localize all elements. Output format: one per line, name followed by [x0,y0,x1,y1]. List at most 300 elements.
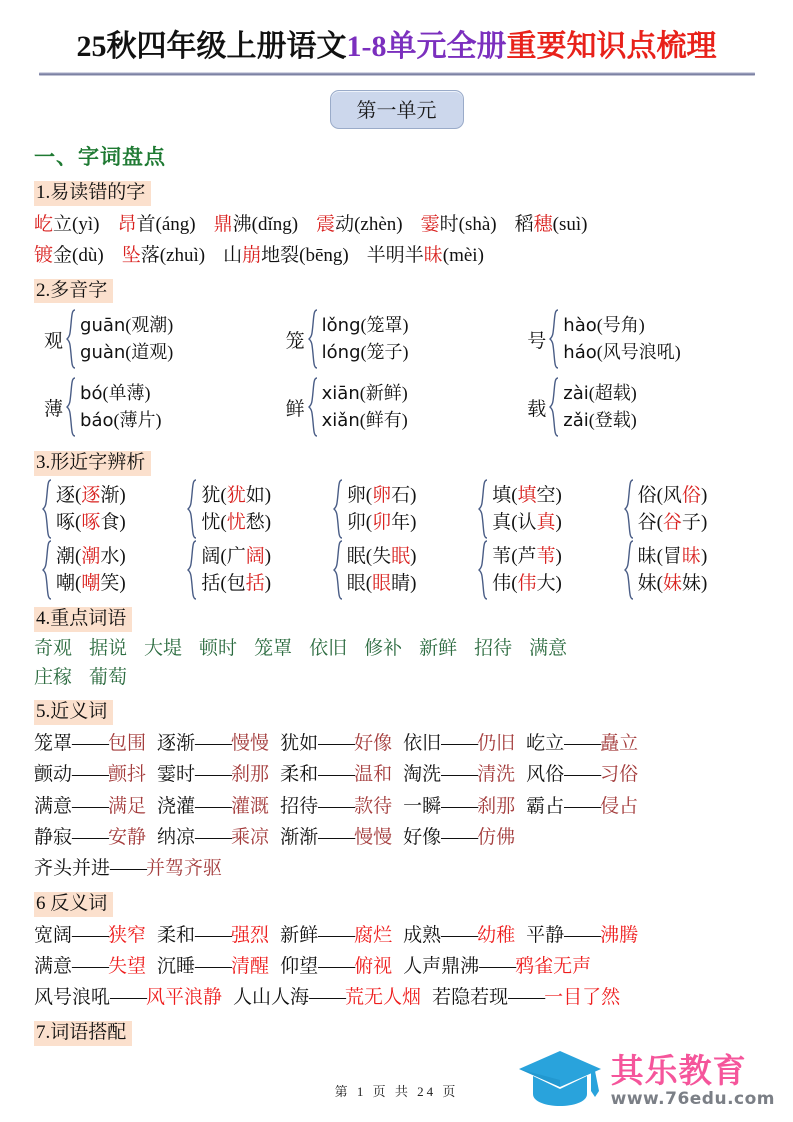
xingjinzi-entry [347,509,417,537]
word-pair [280,952,392,981]
duoyinzi-char: 观 [44,330,64,352]
xingjinzi-paren: ( [220,573,227,595]
xingjinzi-paren: ( [220,512,227,534]
yiducuo-key-char: 昧 [423,245,443,267]
duoyinzi-pinyin: lǒng [321,315,361,337]
xingjinzi-head-char: 妹 [637,573,657,595]
yiducuo-key-char: 鼎 [213,213,233,235]
word-pair [157,760,269,789]
fanyici-word-right: 清醒 [231,956,270,977]
xingjinzi-cell [624,540,769,600]
jinyici-word-left: 笼罩 [34,732,73,754]
xingjinzi-text: 包 [226,573,246,595]
zhongdianciyu-row [34,664,769,693]
pair-dash-icon: —— [72,795,109,817]
xingjinzi-entry [201,543,271,571]
xingjinzi-row [34,540,769,600]
fanyici-word-right: 腐烂 [354,924,393,946]
yiducuo-char: 金 [53,245,73,267]
yiducuo-row [34,241,769,270]
pair-dash-icon: —— [441,826,478,848]
xingjinzi-text: 空 [536,484,556,506]
word-pair [34,729,146,758]
zhongdianciyu-word: 大堤 [144,637,183,659]
xingjinzi-head-char: 苇 [492,545,512,567]
xingjinzi-head-char: 逐 [56,484,76,506]
zhongdianciyu-word: 顿时 [199,637,238,659]
jinyici-word-right: 款待 [354,795,393,817]
xingjinzi-paren: ) [555,545,562,567]
xingjinzi-text: 石 [391,484,411,506]
xingjinzi-key-char: 眠 [391,545,411,567]
duoyinzi-readings [322,312,409,366]
duoyinzi-cell [527,309,769,369]
duoyinzi-cell [286,377,528,437]
zhongdianciyu-row [34,635,769,664]
content-body [0,141,793,1048]
duoyinzi-reading [80,380,161,407]
word-pair [280,760,392,789]
duoyinzi-reading [322,339,409,366]
graduation-cap-icon [517,1047,603,1114]
xingjinzi-head-char: 阔 [201,545,221,567]
xingjinzi-head-char: 眼 [346,573,366,595]
pair-dash-icon: —— [318,956,355,977]
yiducuo-key-char: 崩 [242,245,262,267]
word-pair [157,921,269,950]
duoyinzi-pinyin: hào [563,315,597,337]
xingjinzi-key-char: 嘲 [81,573,101,595]
xingjinzi-key-char: 忧 [226,512,246,534]
word-pair [432,983,620,1012]
brace-icon [66,377,77,437]
word-pair [403,792,515,821]
duoyinzi-readings [80,380,161,434]
yiducuo-key-char: 震 [316,213,336,235]
xingjinzi-paren: ( [656,484,663,506]
word-pair [157,792,269,821]
xingjinzi-paren: ) [410,545,417,567]
xingjinzi-key-char: 括 [245,573,265,595]
subheading-fanyici: 6 反义词 [34,892,113,917]
word-pair [157,729,269,758]
yiducuo-key-char: 屹 [34,213,54,235]
yiducuo-pinyin: (bēng) [299,245,349,267]
jinyici-word-right: 好像 [354,732,393,754]
xingjinzi-text: 子 [681,512,701,534]
xingjinzi-list [34,479,769,600]
xingjinzi-paren: ) [119,484,126,506]
xingjinzi-paren: ) [119,512,126,534]
xingjinzi-text: 如 [245,484,265,506]
xingjinzi-text: 年 [391,512,411,534]
duoyinzi-readings [322,380,408,434]
pair-dash-icon: —— [564,795,601,817]
yiducuo-pinyin: (áng) [155,213,196,235]
yiducuo-key-char: 昂 [117,213,137,235]
xingjinzi-paren: ( [220,484,227,506]
duoyinzi-char: 号 [527,330,547,352]
xingjinzi-cell [333,540,478,600]
fanyici-word-left: 成熟 [403,924,442,946]
yiducuo-row [34,210,769,239]
xingjinzi-entry [201,482,271,510]
yiducuo-item [223,241,349,270]
xingjinzi-head-char: 卵 [346,484,366,506]
xingjinzi-paren: ) [410,512,417,534]
jinyici-word-left: 一瞬 [403,795,442,817]
word-pair [280,921,392,950]
xingjinzi-text: 笑 [100,573,120,595]
word-pair [34,952,146,981]
fanyici-word-right: 风平浪静 [146,987,223,1009]
fanyici-word-left: 宽阔 [34,924,73,946]
xingjinzi-key-char: 谷 [662,512,682,534]
jinyici-word-left: 满意 [34,795,73,817]
duoyinzi-readings [563,380,636,434]
xingjinzi-paren: ) [264,512,272,534]
jinyici-word-left: 犹如 [280,732,319,754]
xingjinzi-text: 失 [372,545,392,567]
xingjinzi-pair [347,543,417,598]
xingjinzi-text: 食 [100,512,120,534]
word-pair [403,952,591,981]
xingjinzi-head-char: 忧 [201,512,221,534]
duoyinzi-cell [44,309,286,369]
duoyinzi-reading [322,407,408,434]
xingjinzi-paren: ( [75,512,82,534]
fanyici-word-left: 平静 [526,924,565,946]
jinyici-word-right: 温和 [354,764,393,786]
fanyici-row [34,983,769,1012]
yiducuo-item [34,210,99,239]
xingjinzi-head-char: 谷 [637,512,657,534]
duoyinzi-word: (笼子) [360,342,409,363]
duoyinzi-pinyin: xiǎn [321,410,360,432]
pair-dash-icon: —— [564,764,601,786]
brace-icon [333,479,344,539]
xingjinzi-paren: ) [264,545,272,567]
duoyinzi-readings [563,312,680,366]
duoyinzi-reading [80,407,161,434]
logo-url: www.76edu.com [610,1088,775,1109]
pair-dash-icon: —— [309,987,346,1009]
duoyinzi-word: (观潮) [125,315,174,336]
xingjinzi-text: 认 [517,512,537,534]
xingjinzi-paren: ( [220,545,227,567]
jinyici-word-right: 并驾齐驱 [146,858,223,880]
xingjinzi-cell [624,479,769,539]
yiducuo-item [316,210,403,239]
xingjinzi-entry [201,570,271,598]
xingjinzi-entry [347,482,417,510]
pair-dash-icon: —— [195,826,232,848]
subheading-xingjinzi: 3.形近字辨析 [34,451,151,476]
xingjinzi-head-char: 眠 [346,545,366,567]
page-title [0,30,793,63]
zhongdianciyu-word: 满意 [529,637,568,659]
xingjinzi-pair [638,543,708,598]
jinyici-word-right: 刹那 [477,795,516,817]
xingjinzi-text: 风 [662,484,682,506]
word-pair [526,921,638,950]
zhongdianciyu-word: 葡萄 [89,667,128,689]
xingjinzi-paren: ( [656,573,663,595]
brace-icon [549,309,560,369]
yiducuo-item [515,210,588,239]
xingjinzi-head-char: 伟 [492,573,512,595]
xingjinzi-text: 水 [100,545,120,567]
pair-dash-icon: —— [318,732,355,754]
page-footer: 第 1 页 共 24 页 [334,1084,459,1099]
duoyinzi-pinyin: xiān [321,383,360,405]
jinyici-word-right: 乘凉 [231,826,270,848]
xingjinzi-text: 妹 [681,573,701,595]
jinyici-word-right: 矗立 [600,732,639,754]
xingjinzi-pair [638,482,708,537]
xingjinzi-entry [56,570,126,598]
brace-icon [42,540,53,600]
brace-icon [624,540,635,600]
word-pair [233,983,421,1012]
duoyinzi-pinyin: bó [80,383,103,405]
word-pair [34,854,222,883]
fanyici-word-left: 满意 [34,956,73,977]
pair-dash-icon: —— [318,924,355,946]
xingjinzi-pair [492,482,562,537]
yiducuo-char: 半明半 [366,245,424,267]
xingjinzi-head-char: 卯 [346,512,366,534]
xingjinzi-text: 睛 [391,573,411,595]
fanyici-word-right: 失望 [108,956,147,977]
xingjinzi-paren: ( [511,545,518,567]
yiducuo-char: 首 [136,213,156,235]
xingjinzi-key-char: 卵 [372,484,392,506]
jinyici-row [34,854,769,883]
yiducuo-pinyin: (zhuì) [159,245,206,267]
yiducuo-item [117,210,195,239]
xingjinzi-text: 大 [536,573,556,595]
pair-dash-icon: —— [441,732,478,754]
duoyinzi-reading [80,312,173,339]
zhongdianciyu-list [34,635,769,693]
xingjinzi-paren: ) [410,484,417,506]
xingjinzi-head-char: 昧 [637,545,657,567]
duoyinzi-reading [322,380,408,407]
yiducuo-char: 立 [53,213,73,235]
duoyinzi-word: (笼罩) [360,315,409,336]
jinyici-word-right: 清洗 [477,764,516,786]
pair-dash-icon: —— [479,956,516,977]
unit-badge: 第一单元 [330,90,464,129]
pair-dash-icon: —— [441,764,478,786]
xingjinzi-text: 冒 [662,545,682,567]
jinyici-word-right: 颤抖 [108,764,147,786]
xingjinzi-entry [638,482,708,510]
brand-logo [517,1047,775,1114]
zhongdianciyu-word: 新鲜 [419,637,458,659]
fanyici-word-right: 鸦雀无声 [515,956,592,977]
xingjinzi-cell [42,540,187,600]
duoyinzi-word: (单薄) [102,383,151,404]
fanyici-word-right: 一目了然 [544,987,621,1009]
zhongdianciyu-word: 庄稼 [34,667,73,689]
yiducuo-item [34,241,104,270]
jinyici-word-right: 灌溉 [231,795,270,817]
brace-icon [308,309,319,369]
duoyinzi-cell [44,377,286,437]
brace-icon [624,479,635,539]
duoyinzi-row [34,309,769,369]
fanyici-list [34,921,769,1013]
pair-dash-icon: —— [72,924,109,946]
fanyici-word-left: 新鲜 [280,924,319,946]
xingjinzi-key-char: 潮 [81,545,101,567]
duoyinzi-char: 载 [527,398,547,420]
xingjinzi-pair [201,482,271,537]
xingjinzi-head-char: 犹 [201,484,221,506]
jinyici-word-left: 风俗 [526,764,565,786]
xingjinzi-paren: ) [555,512,562,534]
brace-icon [478,479,489,539]
xingjinzi-key-char: 伟 [517,573,537,595]
jinyici-word-left: 霸占 [526,795,565,817]
jinyici-word-left: 浇灌 [157,795,196,817]
duoyinzi-reading [563,312,680,339]
duoyinzi-word: (登载) [588,410,637,431]
xingjinzi-pair [56,543,126,598]
xingjinzi-entry [492,482,562,510]
xingjinzi-paren: ( [656,545,663,567]
yiducuo-item [367,241,484,270]
xingjinzi-paren: ( [365,573,373,595]
fanyici-word-left: 沉睡 [157,956,196,977]
duoyinzi-word: (薄片) [113,410,162,431]
yiducuo-char: 山 [223,245,243,267]
xingjinzi-pair [347,482,417,537]
xingjinzi-paren: ( [365,545,373,567]
word-pair [403,729,515,758]
xingjinzi-paren: ) [264,484,272,506]
jinyici-list [34,729,769,884]
brace-icon [549,377,560,437]
xingjinzi-row [34,479,769,539]
subheading-zhongdianciyu: 4.重点词语 [34,607,132,632]
zhongdianciyu-word: 笼罩 [254,637,293,659]
pair-dash-icon: —— [564,732,601,754]
jinyici-word-right: 仿佛 [477,826,516,848]
jinyici-row [34,823,769,852]
duoyinzi-pinyin: lóng [321,342,361,364]
fanyici-word-left: 风号浪吼 [34,987,111,1009]
xingjinzi-cell [42,479,187,539]
title-divider [39,72,755,76]
pair-dash-icon: —— [110,858,147,880]
duoyinzi-word: (号角) [596,315,645,336]
xingjinzi-cell [187,540,332,600]
jinyici-word-left: 依旧 [403,732,442,754]
brace-icon [478,540,489,600]
duoyinzi-pinyin: guàn [80,342,126,364]
xingjinzi-paren: ( [511,484,518,506]
word-pair [34,921,146,950]
jinyici-word-left: 屹立 [526,732,565,754]
jinyici-row [34,760,769,789]
jinyici-word-left: 齐头并进 [34,858,111,880]
jinyici-word-left: 颤动 [34,764,73,786]
duoyinzi-reading [322,312,409,339]
xingjinzi-paren: ( [75,573,82,595]
xingjinzi-paren: ) [555,573,562,595]
subheading-ciyudapei: 7.词语搭配 [34,1021,132,1046]
jinyici-word-right: 满足 [108,795,147,817]
jinyici-word-right: 刹那 [231,764,270,786]
fanyici-word-left: 柔和 [157,924,196,946]
xingjinzi-paren: ) [119,545,126,567]
xingjinzi-paren: ( [511,512,518,534]
word-pair [403,823,515,852]
pair-dash-icon: —— [195,764,232,786]
xingjinzi-head-char: 真 [492,512,512,534]
pair-dash-icon: —— [110,987,147,1009]
xingjinzi-pair [492,543,562,598]
title-block [0,0,793,76]
xingjinzi-entry [638,570,708,598]
pair-dash-icon: —— [318,764,355,786]
brace-icon [66,309,77,369]
duoyinzi-readings [80,312,173,366]
jinyici-word-left: 纳凉 [157,826,196,848]
xingjinzi-paren: ( [365,484,373,506]
brace-icon [187,540,198,600]
xingjinzi-head-char: 啄 [56,512,76,534]
pair-dash-icon: —— [72,764,109,786]
subheading-yiducuo: 1.易读错的字 [34,181,151,206]
duoyinzi-pinyin: zài [563,383,589,405]
word-pair [403,921,515,950]
word-pair [34,823,146,852]
fanyici-word-left: 人声鼎沸 [403,956,480,977]
xingjinzi-paren: ( [75,545,82,567]
xingjinzi-paren: ( [365,512,373,534]
yiducuo-char: 稻 [514,213,534,235]
yiducuo-char: 沸 [232,213,252,235]
jinyici-word-left: 渐渐 [280,826,319,848]
yiducuo-list [34,210,769,271]
yiducuo-pinyin: (dù) [72,245,104,267]
jinyici-word-right: 仍旧 [477,732,516,754]
yiducuo-pinyin: (suì) [552,213,588,235]
word-pair [34,983,222,1012]
duoyinzi-pinyin: zǎi [563,410,589,432]
xingjinzi-paren: ) [555,484,562,506]
fanyici-word-left: 人山人海 [233,987,310,1009]
jinyici-word-left: 淘洗 [403,764,442,786]
xingjinzi-head-char: 括 [201,573,221,595]
word-pair [280,792,392,821]
xingjinzi-text: 渐 [100,484,120,506]
yiducuo-key-char: 穗 [533,213,553,235]
duoyinzi-list [34,309,769,437]
fanyici-word-right: 俯视 [354,956,393,977]
zhongdianciyu-word: 奇观 [34,637,73,659]
jinyici-word-left: 招待 [280,795,319,817]
yiducuo-pinyin: (shà) [458,213,497,235]
xingjinzi-entry [56,482,126,510]
xingjinzi-paren: ( [75,484,82,506]
yiducuo-key-char: 坠 [121,245,141,267]
duoyinzi-word: (风号浪吼) [596,342,681,363]
